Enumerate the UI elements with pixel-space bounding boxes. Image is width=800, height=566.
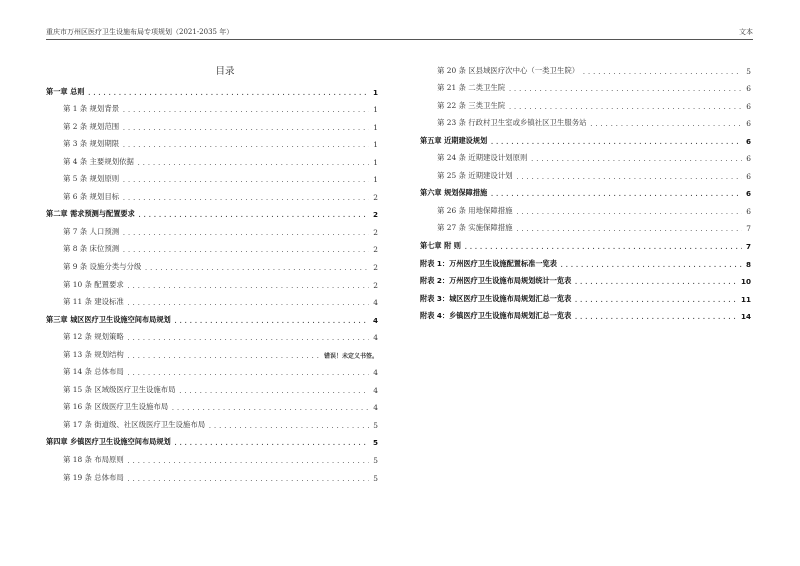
- toc-dot-leader: [582, 69, 742, 76]
- toc-article-entry[interactable]: [46, 99, 378, 117]
- toc-dot-leader: [530, 156, 742, 163]
- toc-dot-leader: [122, 125, 369, 132]
- toc-dot-leader: [138, 212, 369, 219]
- toc-dot-leader: [122, 230, 369, 237]
- toc-entry-label: 第 20 条 区县域医疗次中心（一类卫生院）: [437, 65, 580, 75]
- toc-entry-label: 第 14 条 总体布局: [63, 367, 124, 377]
- toc-page-number: 6: [746, 171, 751, 181]
- toc-entry-label: 第 25 条 近期建设计划: [437, 170, 513, 180]
- toc-dot-leader: [127, 476, 369, 483]
- toc-page-number: 5: [372, 438, 378, 448]
- toc-article-entry[interactable]: [46, 169, 378, 187]
- toc-entry-label: 附表 1：万州医疗卫生设施配置标准一览表: [420, 258, 557, 268]
- toc-entry-label: 第 2 条 规划范围: [63, 121, 120, 131]
- toc-dot-leader: [574, 297, 738, 304]
- toc-dot-leader: [127, 353, 321, 360]
- toc-dot-leader: [516, 209, 742, 216]
- toc-entry-label: 第 17 条 街道级、社区级医疗卫生设施布局: [63, 419, 206, 429]
- toc-entry-label: 第 16 条 区级医疗卫生设施布局: [63, 402, 169, 412]
- toc-entry-label: 第 23 条 行政村卫生室或乡镇社区卫生服务站: [437, 118, 587, 128]
- toc-entry-label: 第六章 规划保障措施: [420, 188, 488, 198]
- toc-entry-label: 附表 4：乡镇医疗卫生设施布局规划汇总一览表: [420, 311, 572, 321]
- section-label: 文本: [739, 28, 753, 36]
- toc-dot-leader: [560, 262, 742, 269]
- toc-entry-label: 第七章 附 则: [420, 241, 461, 251]
- toc-page-number: 11: [740, 294, 751, 304]
- toc-dot-leader: [174, 318, 369, 325]
- page-header: [46, 27, 753, 39]
- toc-dot-leader: [87, 90, 369, 97]
- toc-entry-label: 第 19 条 总体布局: [63, 472, 124, 482]
- toc-page-number: 6: [746, 154, 751, 164]
- toc-entry-label: 第 10 条 配置要求: [63, 279, 124, 289]
- toc-dot-leader: [122, 247, 369, 254]
- toc-article-entry[interactable]: [420, 95, 751, 113]
- toc-page-number: 1: [373, 105, 378, 115]
- toc-page-number: 5: [373, 420, 378, 430]
- toc-entry-label: 第 13 条 规划结构: [63, 349, 124, 359]
- toc-article-entry[interactable]: [46, 467, 378, 485]
- toc-entry-label: 第 6 条 规划目标: [63, 191, 120, 201]
- toc-entry-label: 第五章 近期建设规划: [420, 135, 488, 145]
- toc-page-number: 4: [373, 333, 378, 343]
- toc-article-entry[interactable]: [46, 449, 378, 467]
- toc-entry-label: 第 15 条 区域级医疗卫生设施布局: [63, 384, 176, 394]
- toc-page-number: 6: [745, 189, 751, 199]
- toc-article-entry[interactable]: [46, 379, 378, 397]
- toc-page-number: 6: [746, 206, 751, 216]
- toc-page-number: 2: [373, 280, 378, 290]
- toc-appendix-entry[interactable]: [420, 253, 751, 271]
- toc-article-entry[interactable]: [46, 221, 378, 239]
- toc-article-entry[interactable]: [46, 151, 378, 169]
- toc-page-number: 2: [373, 192, 378, 202]
- toc-dot-leader: [208, 423, 369, 430]
- toc-page-number: 4: [373, 368, 378, 378]
- toc-article-entry[interactable]: [46, 397, 378, 415]
- toc-article-entry[interactable]: [420, 60, 751, 78]
- toc-page-number: 5: [373, 456, 378, 466]
- toc-entry-label: 第三章 城区医疗卫生设施空间布局规划: [46, 314, 171, 324]
- toc-dot-leader: [516, 226, 742, 233]
- toc-page-number: 6: [745, 136, 751, 146]
- toc-entry-label: 第 26 条 用地保障措施: [437, 205, 513, 215]
- toc-entry-label: 第 9 条 设施分类与分级: [63, 262, 142, 272]
- toc-dot-leader: [137, 160, 369, 167]
- toc-dot-leader: [508, 104, 742, 111]
- toc-page-number: 2: [372, 210, 378, 220]
- toc-page-number: 错误！未定义书签。: [323, 352, 378, 360]
- header-divider: [46, 39, 753, 40]
- toc-appendix-entry[interactable]: [420, 288, 751, 306]
- toc-dot-leader: [127, 370, 369, 377]
- toc-entry-label: 第 24 条 近期建设计划原则: [437, 153, 528, 163]
- toc-page-number: 4: [373, 385, 378, 395]
- toc-entry-label: 第 22 条 三类卫生院: [437, 100, 506, 110]
- toc-page-number: 2: [373, 227, 378, 237]
- toc-page-number: 4: [372, 315, 378, 325]
- toc-dot-leader: [174, 440, 369, 447]
- toc-article-entry[interactable]: [46, 274, 378, 292]
- toc-entry-label: 第 7 条 人口预测: [63, 226, 120, 236]
- toc-page-number: 6: [746, 119, 751, 129]
- toc-dot-leader: [122, 195, 369, 202]
- toc-page-number: 14: [740, 312, 751, 322]
- toc-article-entry[interactable]: [46, 239, 378, 257]
- toc-page-number: 6: [746, 84, 751, 94]
- toc-dot-leader: [122, 142, 369, 149]
- toc-dot-leader: [127, 335, 369, 342]
- toc-article-entry[interactable]: [420, 148, 751, 166]
- toc-page-number: 5: [746, 66, 751, 76]
- toc-page-number: 5: [373, 473, 378, 483]
- document-title: 重庆市万州区医疗卫生设施布局专项规划（2021-2035 年）: [46, 28, 234, 36]
- toc-article-entry[interactable]: [420, 165, 751, 183]
- toc-entry-label: 附表 2：万州医疗卫生设施布局规划统计一览表: [420, 276, 572, 286]
- toc-page-number: 8: [745, 259, 751, 269]
- toc-article-entry[interactable]: [46, 362, 378, 380]
- toc-chapter-entry[interactable]: [420, 130, 751, 148]
- toc-dot-leader: [122, 107, 369, 114]
- toc-article-entry[interactable]: [46, 327, 378, 345]
- toc-dot-leader: [122, 177, 369, 184]
- toc-appendix-entry[interactable]: [420, 306, 751, 324]
- toc-entry-label: 第 21 条 二类卫生院: [437, 83, 506, 93]
- toc-page-number: 4: [373, 403, 378, 413]
- toc-dot-leader: [490, 139, 742, 146]
- toc-right-column: [420, 60, 751, 323]
- toc-chapter-entry[interactable]: [46, 309, 378, 327]
- toc-dot-leader: [508, 86, 742, 93]
- toc-article-entry[interactable]: [46, 344, 378, 362]
- toc-article-entry[interactable]: [46, 256, 378, 274]
- toc-page-number: 4: [373, 298, 378, 308]
- toc-article-entry[interactable]: [46, 116, 378, 134]
- toc-entry-label: 第 3 条 规划期限: [63, 139, 120, 149]
- toc-entry-label: 第 11 条 建设标准: [63, 297, 124, 307]
- toc-dot-leader: [179, 388, 369, 395]
- toc-entry-label: 第 4 条 主要规划依据: [63, 156, 134, 166]
- toc-article-entry[interactable]: [46, 134, 378, 152]
- toc-page-number: 2: [373, 245, 378, 255]
- toc-entry-label: 第 27 条 实施保障措施: [437, 223, 513, 233]
- toc-article-entry[interactable]: [46, 186, 378, 204]
- toc-entry-label: 第 8 条 床位预测: [63, 244, 120, 254]
- toc-dot-leader: [574, 279, 738, 286]
- toc-entry-label: 第 12 条 规划策略: [63, 332, 124, 342]
- toc-dot-leader: [171, 405, 369, 412]
- toc-dot-leader: [490, 191, 742, 198]
- toc-dot-leader: [574, 314, 738, 321]
- toc-entry-label: 第 1 条 规划背景: [63, 104, 120, 114]
- toc-page-number: 1: [373, 157, 378, 167]
- toc-article-entry[interactable]: [420, 78, 751, 96]
- toc-chapter-entry[interactable]: [46, 81, 378, 99]
- toc-page-number: 7: [745, 242, 751, 252]
- toc-appendix-entry[interactable]: [420, 271, 751, 289]
- toc-dot-leader: [464, 244, 742, 251]
- toc-dot-leader: [590, 121, 743, 128]
- toc-heading: 目录: [215, 66, 235, 77]
- toc-article-entry[interactable]: [46, 292, 378, 310]
- toc-article-entry[interactable]: [420, 218, 751, 236]
- toc-dot-leader: [516, 174, 742, 181]
- toc-chapter-entry[interactable]: [420, 183, 751, 201]
- toc-left-column: [46, 81, 378, 485]
- toc-chapter-entry[interactable]: [46, 432, 378, 450]
- toc-page-number: 1: [373, 140, 378, 150]
- toc-entry-label: 第 5 条 规划原则: [63, 174, 120, 184]
- toc-article-entry[interactable]: [420, 200, 751, 218]
- toc-page-number: 7: [746, 224, 751, 234]
- toc-dot-leader: [127, 300, 369, 307]
- toc-chapter-entry[interactable]: [420, 235, 751, 253]
- toc-dot-leader: [144, 265, 369, 272]
- toc-page-number: 1: [373, 122, 378, 132]
- toc-article-entry[interactable]: [420, 113, 751, 131]
- toc-entry-label: 第一章 总则: [46, 86, 85, 96]
- toc-dot-leader: [127, 283, 369, 290]
- toc-page-number: 6: [746, 101, 751, 111]
- toc-page-number: 1: [372, 87, 378, 97]
- toc-chapter-entry[interactable]: [46, 204, 378, 222]
- toc-page-number: 1: [373, 175, 378, 185]
- toc-page-number: 10: [740, 277, 751, 287]
- toc-entry-label: 第二章 需求预测与配置要求: [46, 209, 135, 219]
- toc-entry-label: 附表 3：城区医疗卫生设施布局规划汇总一览表: [420, 293, 572, 303]
- toc-page-number: 2: [373, 263, 378, 273]
- toc-dot-leader: [127, 458, 369, 465]
- toc-article-entry[interactable]: [46, 414, 378, 432]
- toc-entry-label: 第四章 乡镇医疗卫生设施空间布局规划: [46, 437, 171, 447]
- toc-entry-label: 第 18 条 布局原则: [63, 455, 124, 465]
